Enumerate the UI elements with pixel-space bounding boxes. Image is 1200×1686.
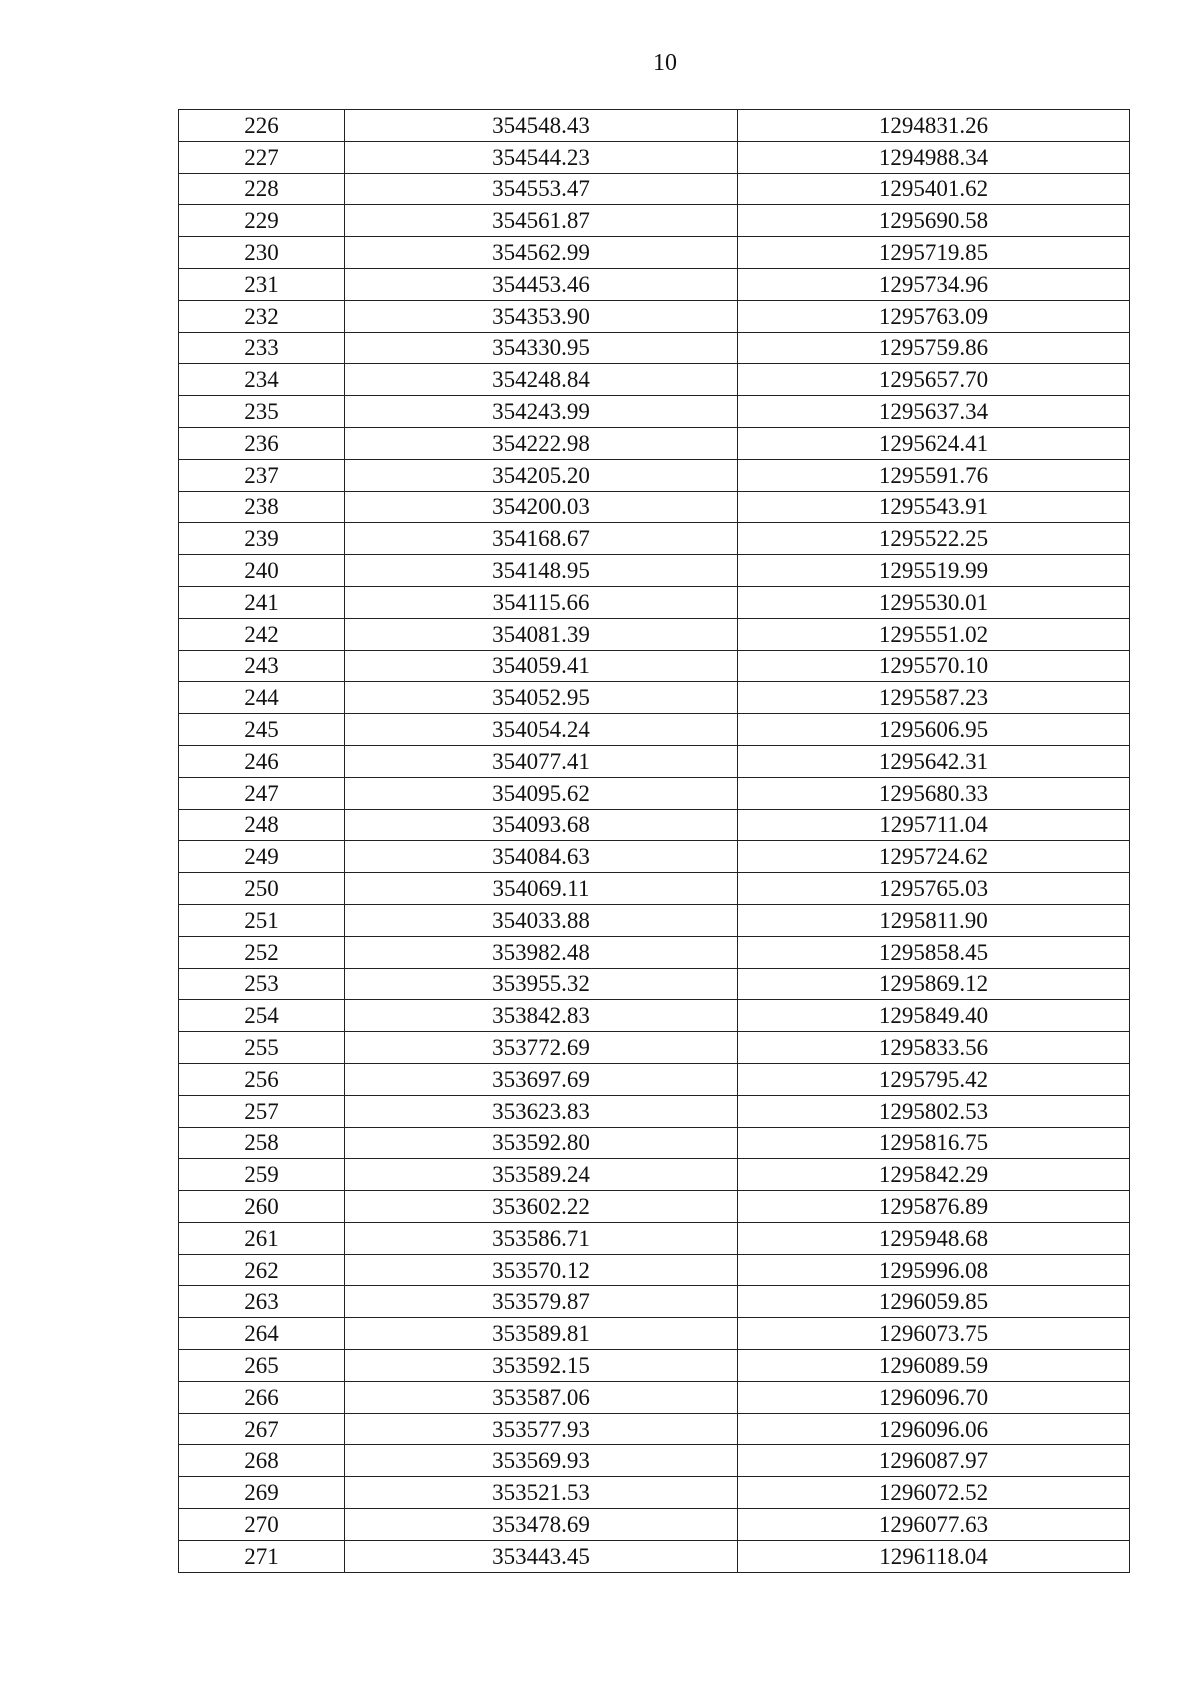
y-coordinate-cell: 1295637.34	[738, 396, 1130, 428]
point-number-cell: 256	[179, 1063, 345, 1095]
y-coordinate-cell: 1295530.01	[738, 586, 1130, 618]
y-coordinate-cell: 1295680.33	[738, 777, 1130, 809]
point-number-cell: 268	[179, 1445, 345, 1477]
point-number-cell: 234	[179, 364, 345, 396]
table-row	[179, 459, 1130, 491]
table-row	[179, 1445, 1130, 1477]
point-number-cell: 260	[179, 1191, 345, 1223]
point-number-cell: 249	[179, 841, 345, 873]
x-coordinate-cell: 353602.22	[345, 1191, 738, 1223]
x-coordinate-cell: 353579.87	[345, 1286, 738, 1318]
x-coordinate-cell: 354115.66	[345, 586, 738, 618]
y-coordinate-cell: 1296096.70	[738, 1381, 1130, 1413]
x-coordinate-cell: 354561.87	[345, 205, 738, 237]
table-row	[179, 1286, 1130, 1318]
x-coordinate-cell: 353772.69	[345, 1032, 738, 1064]
table-row	[179, 364, 1130, 396]
table-body	[179, 110, 1130, 1573]
table-row	[179, 873, 1130, 905]
x-coordinate-cell: 353570.12	[345, 1254, 738, 1286]
x-coordinate-cell: 353982.48	[345, 936, 738, 968]
x-coordinate-cell: 353478.69	[345, 1509, 738, 1541]
y-coordinate-cell: 1295763.09	[738, 300, 1130, 332]
table-row	[179, 1509, 1130, 1541]
x-coordinate-cell: 353521.53	[345, 1477, 738, 1509]
point-number-cell: 270	[179, 1509, 345, 1541]
table-row	[179, 396, 1130, 428]
x-coordinate-cell: 354081.39	[345, 618, 738, 650]
x-coordinate-cell: 354248.84	[345, 364, 738, 396]
table-row	[179, 555, 1130, 587]
x-coordinate-cell: 353589.81	[345, 1318, 738, 1350]
x-coordinate-cell: 354205.20	[345, 459, 738, 491]
x-coordinate-cell: 353589.24	[345, 1159, 738, 1191]
point-number-cell: 241	[179, 586, 345, 618]
point-number-cell: 233	[179, 332, 345, 364]
point-number-cell: 261	[179, 1222, 345, 1254]
x-coordinate-cell: 354222.98	[345, 427, 738, 459]
x-coordinate-cell: 354200.03	[345, 491, 738, 523]
x-coordinate-cell: 354562.99	[345, 237, 738, 269]
table-row	[179, 1350, 1130, 1382]
x-coordinate-cell: 354148.95	[345, 555, 738, 587]
y-coordinate-cell: 1295522.25	[738, 523, 1130, 555]
x-coordinate-cell: 354243.99	[345, 396, 738, 428]
y-coordinate-cell: 1295401.62	[738, 173, 1130, 205]
y-coordinate-cell: 1295876.89	[738, 1191, 1130, 1223]
x-coordinate-cell: 353443.45	[345, 1540, 738, 1572]
point-number-cell: 251	[179, 904, 345, 936]
table-row	[179, 904, 1130, 936]
table-row	[179, 332, 1130, 364]
x-coordinate-cell: 353592.15	[345, 1350, 738, 1382]
point-number-cell: 257	[179, 1095, 345, 1127]
table-row	[179, 1032, 1130, 1064]
table-row	[179, 1318, 1130, 1350]
table-row	[179, 491, 1130, 523]
y-coordinate-cell: 1295734.96	[738, 268, 1130, 300]
x-coordinate-cell: 354353.90	[345, 300, 738, 332]
y-coordinate-cell: 1295849.40	[738, 1000, 1130, 1032]
point-number-cell: 252	[179, 936, 345, 968]
y-coordinate-cell: 1295759.86	[738, 332, 1130, 364]
y-coordinate-cell: 1296087.97	[738, 1445, 1130, 1477]
page-number: 10	[653, 50, 677, 76]
y-coordinate-cell: 1295519.99	[738, 555, 1130, 587]
y-coordinate-cell: 1295657.70	[738, 364, 1130, 396]
point-number-cell: 244	[179, 682, 345, 714]
table-row	[179, 1222, 1130, 1254]
point-number-cell: 229	[179, 205, 345, 237]
x-coordinate-cell: 354054.24	[345, 714, 738, 746]
x-coordinate-cell: 353577.93	[345, 1413, 738, 1445]
y-coordinate-cell: 1295802.53	[738, 1095, 1130, 1127]
y-coordinate-cell: 1296077.63	[738, 1509, 1130, 1541]
table-row	[179, 586, 1130, 618]
point-number-cell: 240	[179, 555, 345, 587]
x-coordinate-cell: 354084.63	[345, 841, 738, 873]
coordinates-table	[178, 109, 1130, 1573]
y-coordinate-cell: 1294988.34	[738, 141, 1130, 173]
x-coordinate-cell: 354168.67	[345, 523, 738, 555]
x-coordinate-cell: 353592.80	[345, 1127, 738, 1159]
point-number-cell: 262	[179, 1254, 345, 1286]
point-number-cell: 227	[179, 141, 345, 173]
y-coordinate-cell: 1295587.23	[738, 682, 1130, 714]
y-coordinate-cell: 1295624.41	[738, 427, 1130, 459]
table-row	[179, 968, 1130, 1000]
y-coordinate-cell: 1295795.42	[738, 1063, 1130, 1095]
x-coordinate-cell: 354544.23	[345, 141, 738, 173]
table-row	[179, 936, 1130, 968]
table-row	[179, 427, 1130, 459]
table-row	[179, 1063, 1130, 1095]
x-coordinate-cell: 354548.43	[345, 110, 738, 142]
table-row	[179, 1413, 1130, 1445]
x-coordinate-cell: 354069.11	[345, 873, 738, 905]
y-coordinate-cell: 1295833.56	[738, 1032, 1130, 1064]
y-coordinate-cell: 1295606.95	[738, 714, 1130, 746]
y-coordinate-cell: 1295719.85	[738, 237, 1130, 269]
x-coordinate-cell: 354059.41	[345, 650, 738, 682]
table-row	[179, 205, 1130, 237]
y-coordinate-cell: 1295591.76	[738, 459, 1130, 491]
point-number-cell: 243	[179, 650, 345, 682]
table-row	[179, 523, 1130, 555]
point-number-cell: 238	[179, 491, 345, 523]
point-number-cell: 259	[179, 1159, 345, 1191]
y-coordinate-cell: 1295551.02	[738, 618, 1130, 650]
point-number-cell: 250	[179, 873, 345, 905]
table-row	[179, 650, 1130, 682]
y-coordinate-cell: 1295996.08	[738, 1254, 1130, 1286]
point-number-cell: 265	[179, 1350, 345, 1382]
point-number-cell: 254	[179, 1000, 345, 1032]
x-coordinate-cell: 354330.95	[345, 332, 738, 364]
y-coordinate-cell: 1295642.31	[738, 745, 1130, 777]
point-number-cell: 267	[179, 1413, 345, 1445]
x-coordinate-cell: 354553.47	[345, 173, 738, 205]
table-row	[179, 1191, 1130, 1223]
table-row	[179, 1095, 1130, 1127]
y-coordinate-cell: 1295811.90	[738, 904, 1130, 936]
x-coordinate-cell: 354095.62	[345, 777, 738, 809]
table-row	[179, 237, 1130, 269]
x-coordinate-cell: 354052.95	[345, 682, 738, 714]
y-coordinate-cell: 1295816.75	[738, 1127, 1130, 1159]
point-number-cell: 264	[179, 1318, 345, 1350]
point-number-cell: 271	[179, 1540, 345, 1572]
table-row	[179, 1159, 1130, 1191]
table-row	[179, 714, 1130, 746]
table-row	[179, 268, 1130, 300]
table-row	[179, 1477, 1130, 1509]
point-number-cell: 242	[179, 618, 345, 650]
point-number-cell: 231	[179, 268, 345, 300]
y-coordinate-cell: 1296118.04	[738, 1540, 1130, 1572]
x-coordinate-cell: 353623.83	[345, 1095, 738, 1127]
x-coordinate-cell: 353697.69	[345, 1063, 738, 1095]
point-number-cell: 235	[179, 396, 345, 428]
x-coordinate-cell: 353955.32	[345, 968, 738, 1000]
point-number-cell: 266	[179, 1381, 345, 1413]
y-coordinate-cell: 1295858.45	[738, 936, 1130, 968]
table-row	[179, 618, 1130, 650]
table-row	[179, 1381, 1130, 1413]
x-coordinate-cell: 354093.68	[345, 809, 738, 841]
table-row	[179, 745, 1130, 777]
point-number-cell: 239	[179, 523, 345, 555]
y-coordinate-cell: 1296089.59	[738, 1350, 1130, 1382]
y-coordinate-cell: 1296096.06	[738, 1413, 1130, 1445]
point-number-cell: 247	[179, 777, 345, 809]
y-coordinate-cell: 1296073.75	[738, 1318, 1130, 1350]
point-number-cell: 236	[179, 427, 345, 459]
point-number-cell: 245	[179, 714, 345, 746]
x-coordinate-cell: 353842.83	[345, 1000, 738, 1032]
table-row	[179, 1000, 1130, 1032]
y-coordinate-cell: 1295842.29	[738, 1159, 1130, 1191]
x-coordinate-cell: 354453.46	[345, 268, 738, 300]
table-row	[179, 173, 1130, 205]
point-number-cell: 228	[179, 173, 345, 205]
table-row	[179, 1254, 1130, 1286]
point-number-cell: 230	[179, 237, 345, 269]
point-number-cell: 237	[179, 459, 345, 491]
table-row	[179, 1127, 1130, 1159]
y-coordinate-cell: 1295543.91	[738, 491, 1130, 523]
point-number-cell: 255	[179, 1032, 345, 1064]
table-row	[179, 809, 1130, 841]
y-coordinate-cell: 1295570.10	[738, 650, 1130, 682]
y-coordinate-cell: 1296072.52	[738, 1477, 1130, 1509]
table-row	[179, 841, 1130, 873]
y-coordinate-cell: 1295690.58	[738, 205, 1130, 237]
point-number-cell: 232	[179, 300, 345, 332]
table-row	[179, 300, 1130, 332]
table-row	[179, 682, 1130, 714]
y-coordinate-cell: 1295948.68	[738, 1222, 1130, 1254]
table-row	[179, 141, 1130, 173]
point-number-cell: 253	[179, 968, 345, 1000]
x-coordinate-cell: 353569.93	[345, 1445, 738, 1477]
point-number-cell: 248	[179, 809, 345, 841]
y-coordinate-cell: 1295724.62	[738, 841, 1130, 873]
point-number-cell: 258	[179, 1127, 345, 1159]
y-coordinate-cell: 1295765.03	[738, 873, 1130, 905]
point-number-cell: 246	[179, 745, 345, 777]
y-coordinate-cell: 1295711.04	[738, 809, 1130, 841]
y-coordinate-cell: 1294831.26	[738, 110, 1130, 142]
y-coordinate-cell: 1296059.85	[738, 1286, 1130, 1318]
x-coordinate-cell: 353586.71	[345, 1222, 738, 1254]
table-row	[179, 110, 1130, 142]
point-number-cell: 269	[179, 1477, 345, 1509]
point-number-cell: 263	[179, 1286, 345, 1318]
x-coordinate-cell: 354077.41	[345, 745, 738, 777]
point-number-cell: 226	[179, 110, 345, 142]
table-row	[179, 1540, 1130, 1572]
y-coordinate-cell: 1295869.12	[738, 968, 1130, 1000]
x-coordinate-cell: 354033.88	[345, 904, 738, 936]
table-row	[179, 777, 1130, 809]
x-coordinate-cell: 353587.06	[345, 1381, 738, 1413]
